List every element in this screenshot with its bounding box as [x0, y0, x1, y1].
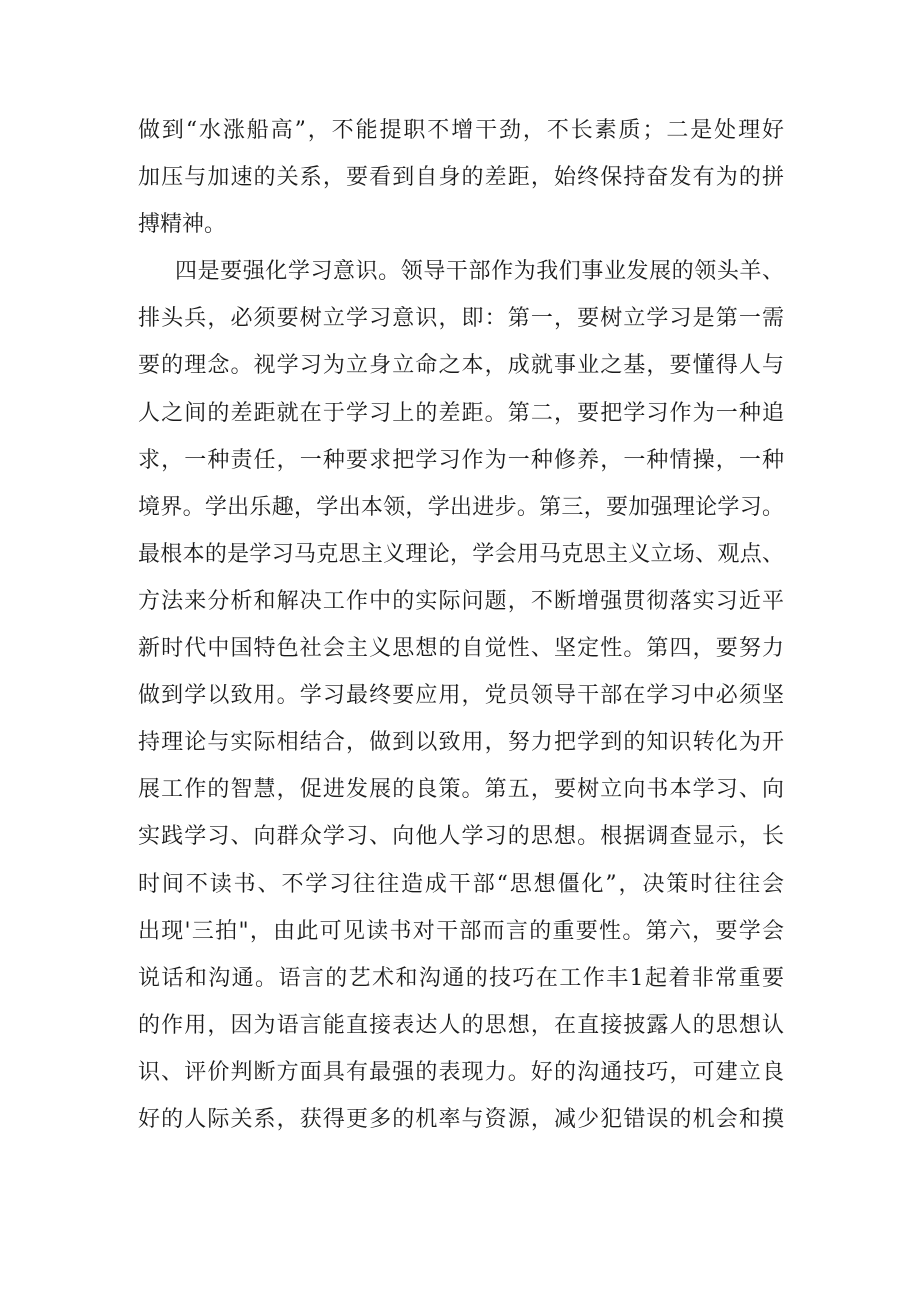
text-line: 识、评价判断方面具有最强的表现力。好的沟通技巧，可建立良: [138, 1059, 784, 1085]
text-line: 最根本的是学习马克思主义理论，学会用马克思主义立场、观点、: [138, 541, 784, 567]
text-line: 要的理念。视学习为立身立命之本，成就事业之基，要懂得人与: [138, 353, 784, 379]
text-line: 搏精神。: [138, 212, 227, 238]
text-line: 加压与加速的关系，要看到自身的差距，始终保持奋发有为的拼: [138, 165, 784, 191]
text-line: 实践学习、向群众学习、向他人学习的思想。根据调查显示，长: [138, 824, 784, 850]
text-line: 持理论与实际相结合，做到以致用，努力把学到的知识转化为开: [138, 730, 784, 756]
paragraph-start-line: 四是要强化学习意识。领导干部作为我们事业发展的领头羊、: [175, 259, 784, 285]
text-line: 新时代中国特色社会主义思想的自觉性、坚定性。第四，要努力: [138, 636, 784, 662]
text-line: 时间不读书、不学习往往造成干部“思想僵化”，决策时往往会: [138, 871, 784, 897]
document-body: [138, 107, 784, 1143]
text-line: 的作用，因为语言能直接表达人的思想，在直接披露人的思想认: [138, 1012, 784, 1038]
text-line: 求，一种责任，一种要求把学习作为一种修养，一种情操，一种: [138, 447, 784, 473]
text-line: 做到学以致用。学习最终要应用，党员领导干部在学习中必须坚: [138, 683, 784, 709]
text-line: 展工作的智慧，促进发展的良策。第五，要树立向书本学习、向: [138, 777, 784, 803]
text-line: 出现'三拍"，由此可见读书对干部而言的重要性。第六，要学会: [138, 918, 784, 944]
text-line: 说话和沟通。语言的艺术和沟通的技巧在工作丰1起着非常重要: [138, 965, 784, 991]
text-line: 排头兵，必须要树立学习意识，即：第一，要树立学习是第一需: [138, 306, 784, 332]
text-line: 境界。学出乐趣，学出本领，学出进步。第三，要加强理论学习。: [138, 494, 784, 520]
text-line: 方法来分析和解决工作中的实际问题，不断增强贯彻落实习近平: [138, 588, 784, 614]
text-line: 人之间的差距就在于学习上的差距。第二，要把学习作为一种追: [138, 400, 784, 426]
text-line: 做到“水涨船高”，不能提职不增干劲，不长素质；二是处理好: [138, 118, 784, 143]
text-line: 好的人际关系，获得更多的机率与资源，减少犯错误的机会和摸: [138, 1106, 784, 1132]
